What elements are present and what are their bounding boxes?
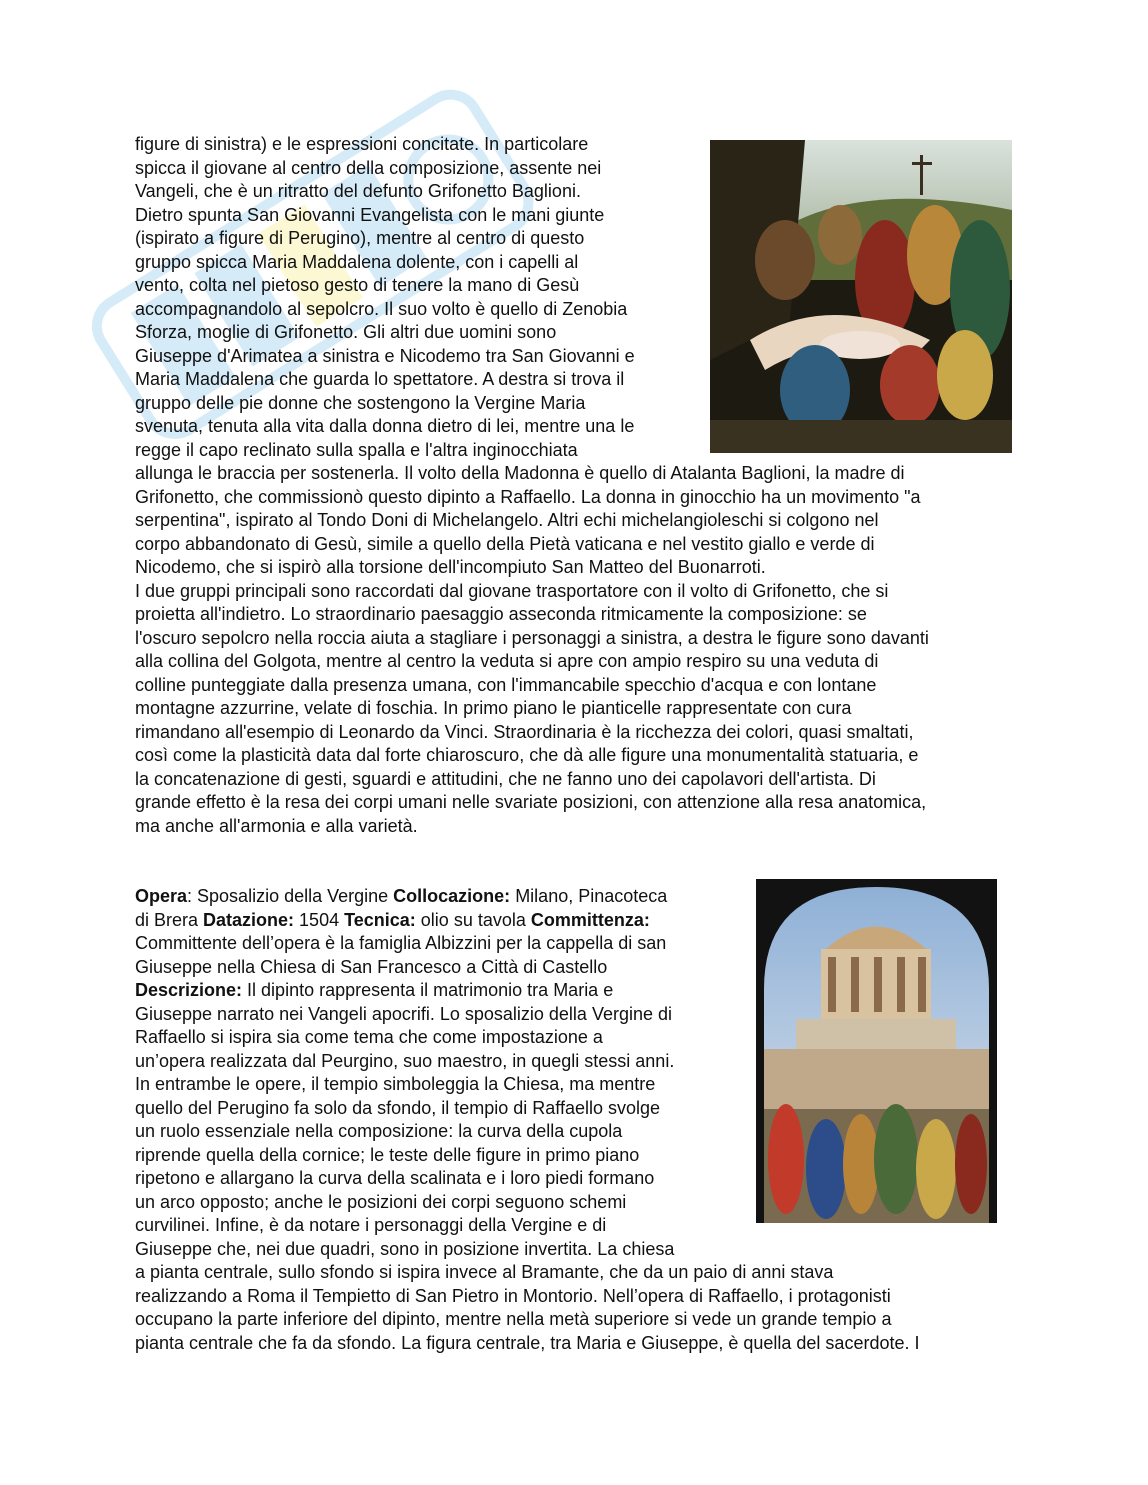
text-line: (ispirato a figure di Perugino), mentre al centro di questo bbox=[135, 228, 585, 248]
deposition-text bbox=[135, 133, 1015, 838]
text-line: svenuta, tenuta alla vita dalla donna dietro di lei, mentre una le bbox=[135, 416, 635, 436]
text-line: l'oscuro sepolcro nella roccia aiuta a stagliare i personaggi a sinistra, a destra le figure sono davanti bbox=[135, 627, 929, 648]
label-descrizione: Descrizione: bbox=[135, 980, 243, 1000]
text-line: montagne azzurrine, velate di foschia. In primo piano le pianticelle rappresentate con cura bbox=[135, 698, 852, 718]
text-line: un ruolo essenziale nella composizione: la curva della cupola bbox=[135, 1121, 623, 1141]
label-committenza: Committenza: bbox=[530, 909, 650, 930]
text-line: corpo abbandonato di Gesù, simile a quello della Pietà vaticana e nel vestito giallo e verde di bbox=[135, 533, 875, 554]
text-line: Giuseppe nella Chiesa di San Francesco a Città di Castello bbox=[135, 956, 608, 977]
document-body bbox=[135, 133, 1015, 1355]
text-line: rimandano all'esempio di Leonardo da Vinci. Straordinaria è la ricchezza dei colori, quasi smaltati, bbox=[135, 721, 914, 742]
text-line: gruppo spicca Maria Maddalena dolente, con i capelli al bbox=[135, 251, 579, 272]
text-line: Grifonetto, che commissionò questo dipinto a Raffaello. La donna in ginocchio ha un movimento "a bbox=[135, 486, 921, 507]
text-line: Dietro spunta San Giovanni Evangelista con le mani giunte bbox=[135, 204, 605, 225]
text-line: così come la plasticità data dal forte chiaroscuro, che dà alle figure una monumentalità statuaria, e bbox=[135, 745, 919, 765]
text-line: vento, colta nel pietoso gesto di tenere la mano di Gesù bbox=[135, 275, 580, 295]
text-line: grande effetto è la resa dei corpi umani nelle svariate posizioni, con attenzione alla resa anatomica, bbox=[135, 792, 927, 812]
text-line: Vangeli, che è un ritratto del defunto Grifonetto Baglioni. bbox=[135, 181, 581, 201]
text-line: quello del Perugino fa solo da sfondo, il tempio di Raffaello svolge bbox=[135, 1097, 661, 1118]
text-line: Descrizione: Il dipinto rappresenta il matrimonio tra Maria e bbox=[135, 980, 614, 1000]
marriage-text bbox=[135, 885, 1015, 1355]
text-line: un arco opposto; anche le posizioni dei corpi seguono schemi bbox=[135, 1191, 627, 1212]
text-line: Opera: Sposalizio della Vergine Collocazione: Milano, Pinacoteca bbox=[135, 886, 668, 906]
text-line: Nicodemo, che si ispirò alla torsione dell'incompiuto San Matteo del Buonarroti. bbox=[135, 557, 766, 577]
label-tecnica: Tecnica: bbox=[344, 909, 416, 930]
text-line: Giuseppe d'Arimatea a sinistra e Nicodemo tra San Giovanni e bbox=[135, 345, 635, 366]
section-spacer bbox=[135, 838, 1015, 885]
label-datazione: Datazione: bbox=[203, 909, 295, 930]
text-line: a pianta centrale, sullo sfondo si ispira invece al Bramante, che da un paio di anni stava bbox=[135, 1262, 834, 1282]
text-line: allunga le braccia per sostenerla. Il volto della Madonna è quello di Atalanta Baglioni, la madre di bbox=[135, 463, 905, 483]
text-line: proietta all'indietro. Lo straordinario paesaggio asseconda ritmicamente la composizione: se bbox=[135, 604, 867, 624]
text-line: Sforza, moglie di Grifonetto. Gli altri due uomini sono bbox=[135, 322, 557, 342]
text-line: Maria Maddalena che guarda lo spettatore. A destra si trova il bbox=[135, 369, 625, 389]
text-line: la concatenazione di gesti, sguardi e attitudini, che ne fanno uno dei capolavori dell'artista. Di bbox=[135, 768, 876, 789]
text-line: gruppo delle pie donne che sostengono la Vergine Maria bbox=[135, 392, 586, 413]
text-line: I due gruppi principali sono raccordati dal giovane trasportatore con il volto di Grifonetto, che si bbox=[135, 580, 889, 601]
text-line: In entrambe le opere, il tempio simboleggia la Chiesa, ma mentre bbox=[135, 1074, 656, 1094]
text-line: Giuseppe che, nei due quadri, sono in posizione invertita. La chiesa bbox=[135, 1238, 675, 1259]
text-line: serpentina", ispirato al Tondo Doni di Michelangelo. Altri echi michelangioleschi si colgono nel bbox=[135, 510, 879, 530]
text-line: Committente dell’opera è la famiglia Albizzini per la cappella di san bbox=[135, 933, 667, 953]
text-line: un’opera realizzata dal Peurgino, suo maestro, in quegli stessi anni. bbox=[135, 1050, 675, 1071]
text-line: riprende quella della cornice; le teste delle figure in primo piano bbox=[135, 1144, 640, 1165]
text-line: realizzando a Roma il Tempietto di San Pietro in Montorio. Nell’opera di Raffaello, i protagonisti bbox=[135, 1285, 891, 1306]
text-line: accompagnandolo al sepolcro. Il suo volto è quello di Zenobia bbox=[135, 298, 628, 319]
text-line: curvilinei. Infine, è da notare i personaggi della Vergine e di bbox=[135, 1215, 607, 1235]
text-line: alla collina del Golgota, mentre al centro la veduta si apre con ampio respiro su una veduta di bbox=[135, 651, 879, 671]
text-line: occupano la parte inferiore del dipinto, mentre nella metà superiore si vede un grande tempio a bbox=[135, 1309, 892, 1329]
text-line: pianta centrale che fa da sfondo. La figura centrale, tra Maria e Giuseppe, è quella del sacerdote. I bbox=[135, 1332, 920, 1353]
label-opera: Opera bbox=[135, 886, 188, 906]
text-line: spicca il giovane al centro della composizione, assente nei bbox=[135, 157, 602, 178]
label-collocazione: Collocazione: bbox=[393, 886, 511, 906]
text-line: Raffaello si ispira sia come tema che come impostazione a bbox=[135, 1027, 603, 1047]
text-line: regge il capo reclinato sulla spalla e l'altra inginocchiata bbox=[135, 439, 578, 460]
text-line: colline punteggiate dalla presenza umana, con l'immancabile specchio d'acqua e con lontane bbox=[135, 674, 877, 695]
text-line: ma anche all'armonia e alla varietà. bbox=[135, 815, 418, 836]
text-line: ripetono e allargano la curva della scalinata e i loro piedi formano bbox=[135, 1168, 655, 1188]
text-line: Giuseppe narrato nei Vangeli apocrifi. Lo sposalizio della Vergine di bbox=[135, 1003, 673, 1024]
text-line: figure di sinistra) e le espressioni concitate. In particolare bbox=[135, 134, 589, 154]
text-line: di Brera Datazione: 1504 Tecnica: olio su tavola Committenza: bbox=[135, 909, 650, 930]
